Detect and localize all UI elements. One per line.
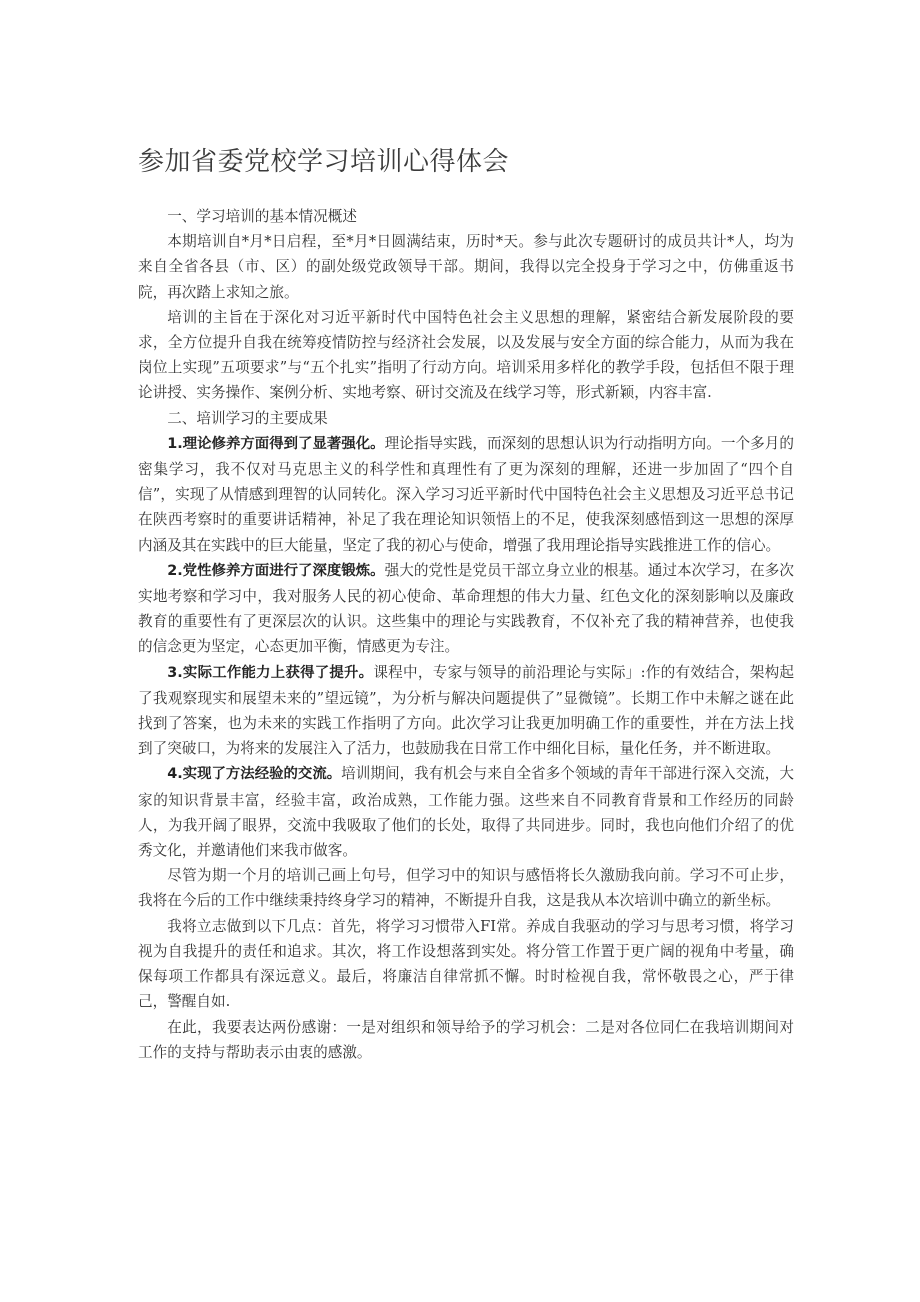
achievement-2-body: 强大的党性是党员干部立身立业的根基。通过本次学习，在多次实地考察和学习中，我对服务人民的初心使命、革命理想的伟大力量、红色文化的深刻影响以及廉政教育的重要性有了更深层次的认识。这些集中的理论与实践教育，不仅补充了我的精神营养，也使我的信念更为坚定，心态更加平衡，情感更为专注。 xyxy=(138,561,794,656)
achievement-4-body: 培训期间，我有机会与来自全省多个领域的青年干部进行深入交流，大家的知识背景丰富，经验丰富，政治成熟，工作能力强。这些来自不同教育背景和工作经历的同龄人，为我开阔了眼界，交流中我吸取了他们的长处，取得了共同进步。同时，我也向他们介绍了的优秀文化，并邀请他们来我市做客。 xyxy=(138,765,794,860)
achievement-3-body: 课程中，专家与领导的前沿理论与实际」:作的有效结合，架构起了我观察现实和展望未来的”望远镜”，为分析与解决问题提供了”显微镜”。长期工作中未解之谜在此找到了答案，也为未来的实践工作指明了方向。此次学习让我更加明确工作的重要性，并在方法上找到了突破口，为将来的发展注入了活力，也鼓励我在日常工作中细化目标，量化任务，并不断进取。 xyxy=(138,663,795,758)
section-1-paragraph-2: 培训的主旨在于深化对习近平新时代中国特色社会主义思想的理解，紧密结合新发展阶段的要求，全方位提升自我在统筹疫情防控与经济社会发展，以及发展与安全方面的综合能力，从而为我在岗位上实现”五项要求”与“五个扎实”指明了行动方向。培训采用多样化的教学手段，包括但不限于理论讲授、实务操作、案例分析、实地考察、研讨交流及在线学习等，形式新颖，内容丰富. xyxy=(138,308,794,402)
achievement-2 xyxy=(138,558,794,660)
achievement-1-lead: 1.理论修养方面得到了显著强化。 xyxy=(167,435,385,452)
achievement-4 xyxy=(138,761,794,863)
section-1-paragraph-1: 本期培训自*月*日启程，至*月*日圆满结束，历时*天。参与此次专题研讨的成员共计*人，均为来自全省各县（市、区）的副处级党政领导干部。期间，我得以完全投身于学习之中，仿佛重返书院，再次踏上求知之旅。 xyxy=(138,233,794,301)
achievement-3 xyxy=(138,660,794,762)
achievement-4-lead: 4.实现了方法经验的交流。 xyxy=(167,766,342,783)
achievement-3-lead: 3.实际工作能力上获得了提升。 xyxy=(167,664,374,681)
closing-paragraph-1: 尽管为期一个月的培训己画上句号，但学习中的知识与感悟将长久激励我向前。学习不可止步，我将在今后的工作中继续秉持终身学习的精神，不断提升自我，这是我从本次培训中确立的新坐标。 xyxy=(138,867,794,910)
closing-paragraph-3: 在此，我要表达两份感谢：一是对组织和领导给予的学习机会：二是对各位同仁在我培训期间对工作的支持与帮助表示由衷的感激。 xyxy=(138,1018,794,1061)
section-2-heading: 二、培训学习的主要成果 xyxy=(167,409,328,427)
document-title: 参加省委党校学习培训心得体会 xyxy=(138,147,510,177)
section-1-heading: 一、学习培训的基本情况概述 xyxy=(167,208,357,225)
achievement-2-lead: 2.党性修养方面进行了深度锻炼。 xyxy=(167,562,385,579)
achievement-1 xyxy=(138,431,794,558)
document-page xyxy=(138,140,794,1065)
closing-paragraph-2: 我将立志做到以下几点：首先，将学习习惯带入FI常。养成自我驱动的学习与思考习惯，将学习视为自我提升的责任和追求。其次，将工作设想落到实处。将分管工作置于更广阔的视角中考量，确保每项工作都具有深远意义。最后，将廉洁自律常抓不懈。时时检视自我，常怀敬畏之心，严于律己，警醒自如. xyxy=(138,917,794,1011)
achievement-1-body: 理论指导实践，而深刻的思想认识为行动指明方向。一个多月的密集学习，我不仅对马克思主义的科学性和真理性有了更为深刻的理解，还进一步加固了“四个自信”，实现了从情感到理智的认同转化。深入学习习近平新时代中国特色社会主义思想及习近平总书记在陕西考察时的重要讲话精神，补足了我在理论知识领悟上的不足，使我深刻感悟到这一思想的深厚内涵及其在实践中的巨大能量，坚定了我的初心与使命，增强了我用理论指导实践推进工作的信心。 xyxy=(138,434,794,554)
